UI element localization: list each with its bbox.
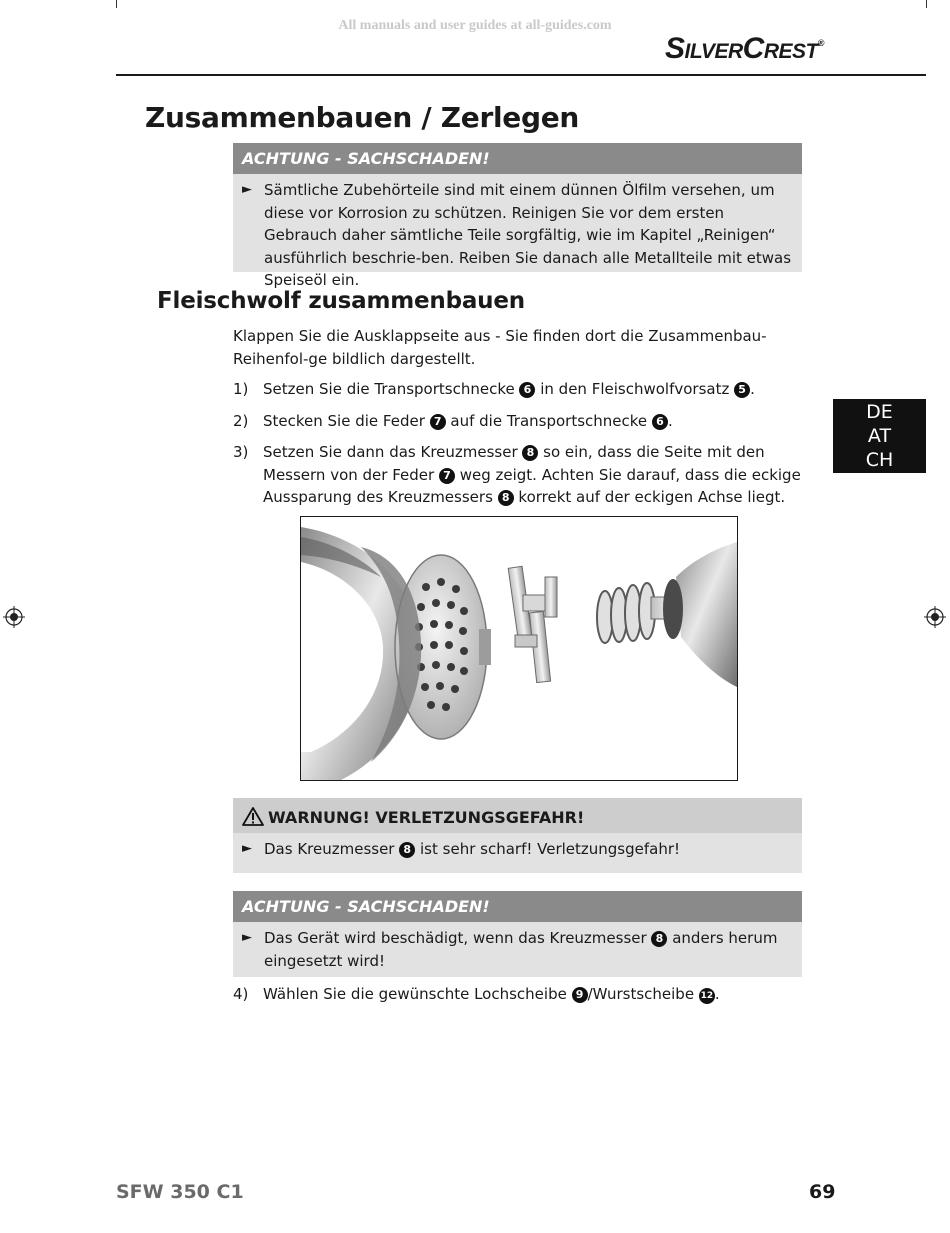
- warning-triangle-icon: [242, 807, 264, 826]
- warning-text: [264, 838, 680, 861]
- text-run: so ein, dass die Seite mit den Messern von der Feder: [263, 443, 765, 484]
- part-number-badge: 6: [519, 382, 535, 398]
- caution-body: [233, 174, 802, 297]
- caution-box-2: [233, 891, 802, 977]
- text-run: Setzen Sie dann das Kreuzmesser: [263, 443, 523, 461]
- assembly-photo: [300, 516, 738, 781]
- caution-body: [233, 922, 802, 977]
- text-run: in den Fleischwolfvorsatz: [535, 380, 735, 398]
- part-number-badge: 8: [399, 842, 415, 858]
- text-run: .: [714, 985, 720, 1003]
- part-number-badge: 5: [734, 382, 750, 398]
- step-number: 1): [233, 380, 249, 398]
- text-run: .: [750, 380, 755, 398]
- crop-mark-right: [926, 0, 927, 8]
- step-1: [233, 378, 813, 401]
- step-text: [263, 983, 720, 1006]
- text-run: Das Gerät wird beschädigt, wenn das Kreuzmesser: [264, 929, 652, 947]
- text-run: Setzen Sie die Transportschnecke: [263, 380, 520, 398]
- text-run: /Wurstscheibe: [587, 985, 699, 1003]
- section-title: Fleischwolf zusammenbauen: [157, 288, 525, 314]
- header-rule: [116, 74, 926, 76]
- step-number: 2): [233, 412, 249, 430]
- warning-box: [233, 798, 802, 873]
- text-run: Das Kreuzmesser: [264, 840, 400, 858]
- page-number: 69: [809, 1181, 836, 1203]
- part-number-badge: 7: [430, 414, 446, 430]
- text-run: .: [667, 412, 673, 430]
- registration-mark-right-icon: [924, 606, 946, 628]
- part-number-badge: 9: [572, 987, 588, 1003]
- step-number: 4): [233, 985, 249, 1003]
- warning-body: [233, 833, 802, 866]
- bullet-arrow-icon: ►: [242, 182, 252, 197]
- lang-ch: CH: [865, 449, 894, 471]
- brand-logo: [665, 32, 824, 66]
- section-intro: Klappen Sie die Ausklappseite aus - Sie finden dort die Zusammenbau-Reihenfol-ge bildlich dargestellt.: [233, 327, 767, 368]
- warning-header: [233, 798, 802, 833]
- text-run: weg zeigt. Achten Sie darauf, dass die eckige Aussparung des Kreuzmessers: [263, 465, 801, 506]
- watermark: All manuals and user guides at all-guides.com: [338, 18, 612, 33]
- footer-model: SFW 350 C1: [116, 1181, 244, 1203]
- cross-knife-shape: [508, 566, 557, 682]
- lang-at: AT: [867, 425, 892, 447]
- part-number-badge: 8: [651, 931, 667, 947]
- part-number-badge: 6: [652, 414, 668, 430]
- part-number-badge: 8: [498, 490, 514, 506]
- brand-name: SilverCrest: [664, 32, 818, 65]
- text-run: korrekt auf der eckigen Achse liegt.: [513, 488, 786, 506]
- step-text: [263, 410, 673, 433]
- text-run: ist sehr scharf! Verletzungsgefahr!: [415, 840, 681, 858]
- text-run: Wählen Sie die gewünschte Lochscheibe: [263, 985, 572, 1003]
- part-number-badge: 8: [522, 445, 538, 461]
- text-run: Stecken Sie die Feder: [263, 412, 430, 430]
- bullet-arrow-icon: ►: [242, 930, 252, 945]
- step-2: [233, 410, 813, 433]
- step-text: [263, 441, 805, 509]
- part-number-badge: 12: [699, 988, 715, 1004]
- brand-registered-mark: ®: [817, 38, 824, 48]
- assembly-illustration: [301, 517, 737, 780]
- part-number-badge: 7: [439, 468, 455, 484]
- caution-header: ACHTUNG - SACHSCHADEN!: [233, 891, 802, 922]
- text-run: anders herum eingesetzt wird!: [264, 929, 778, 970]
- step-4: [233, 983, 813, 1006]
- language-tab: [833, 399, 926, 473]
- caution-header: ACHTUNG - SACHSCHADEN!: [233, 143, 802, 174]
- page-title: Zusammenbauen / Zerlegen: [145, 101, 580, 134]
- registration-mark-left-icon: [3, 606, 25, 628]
- crop-mark-left: [116, 0, 117, 8]
- warning-header-text: WARNUNG! VERLETZUNGSGEFAHR!: [268, 808, 585, 827]
- spring-shape: [597, 583, 655, 643]
- step-3: [233, 441, 805, 509]
- step-text: [263, 378, 755, 401]
- bullet-arrow-icon: ►: [242, 841, 252, 856]
- caution-text: Sämtliche Zubehörteile sind mit einem dünnen Ölfilm versehen, um diese vor Korrosion zu schützen. Reinigen Sie vor dem ersten Gebrauch daher sämtliche Teile sorgfältig, wie im Kapitel „Reinigen“ ausführlich beschrie-ben. Reiben Sie danach alle Metallteile mit etwas Speiseöl ein.: [264, 181, 792, 289]
- text-run: auf die Transportschnecke: [445, 412, 652, 430]
- caution-text: [264, 927, 792, 972]
- lang-de: DE: [866, 401, 893, 423]
- caution-box-1: [233, 143, 802, 289]
- step-number: 3): [233, 443, 249, 461]
